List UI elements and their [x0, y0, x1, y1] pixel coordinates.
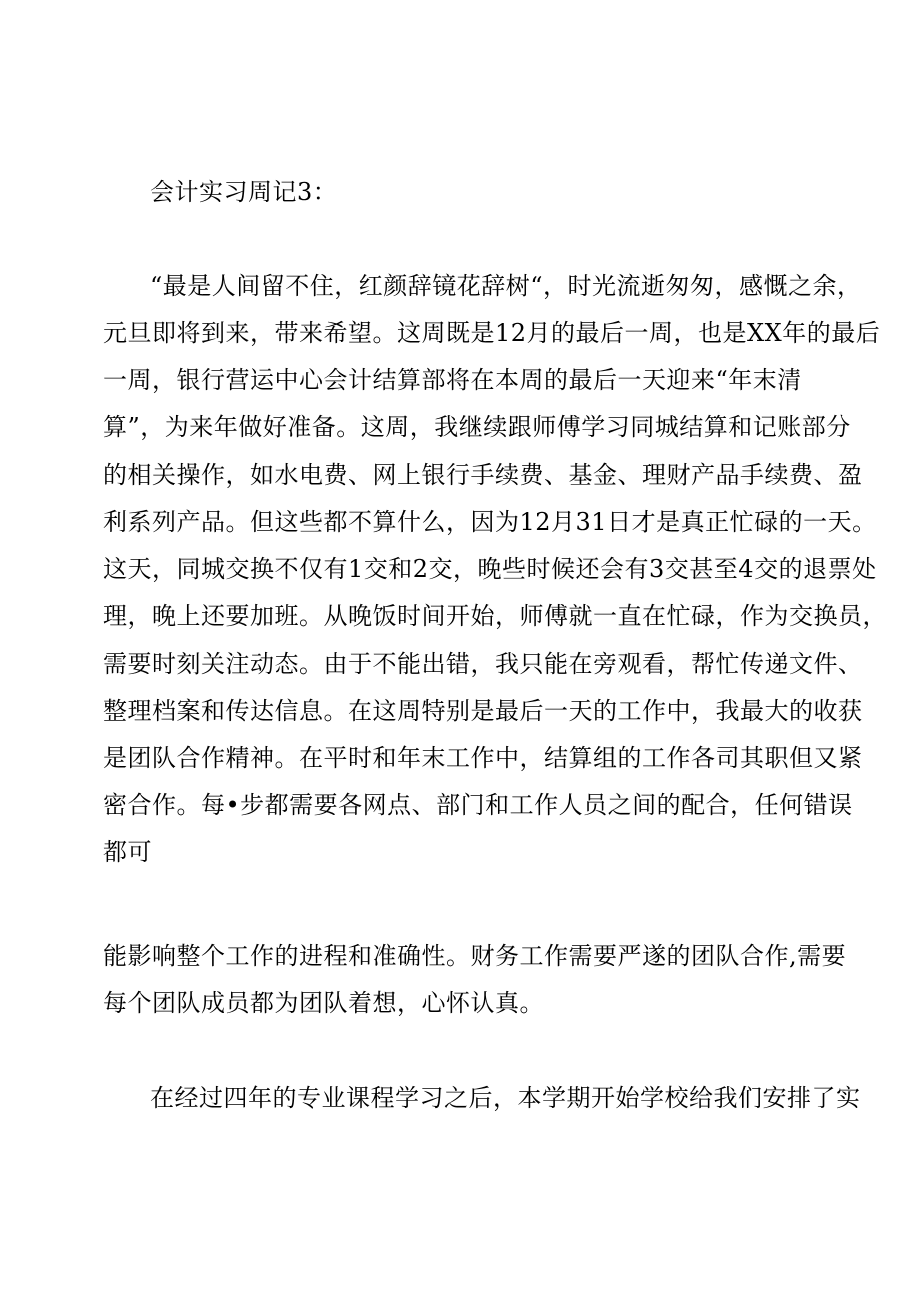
paragraph-1-line-7: 这天，同城交换不仅有1交和2交，晚些时候还会有3交甚至4交的退票处: [103, 555, 877, 583]
paragraph-1-line-1: “最是人间留不住，红颜辞镜花辞树“，时光流逝匆匆，感慨之余，: [150, 272, 862, 300]
paragraph-2-line-1: 能影响整个工作的进程和准确性。财务工作需要严遂的团队合作,需要: [103, 942, 847, 970]
paragraph-3-line-1: 在经过四年的专业课程学习之后，本学期开始学校给我们安排了实: [150, 1084, 861, 1112]
paragraph-1-line-12: 密合作。每•步都需要各网点、部门和工作人员之间的配合，任何错误: [103, 791, 853, 819]
paragraph-1-line-8: 理，晚上还要加班。从晚饭时间开始，师傅就一直在忙碌，作为交换员，: [103, 602, 887, 630]
paragraph-1-line-2: 元旦即将到来，带来希望。这周既是12月的最后一周，也是XX年的最后: [103, 319, 881, 347]
paragraph-1-line-6: 利系列产品。但这些都不算什么，因为12月31日才是真正忙碌的一天。: [103, 508, 877, 536]
paragraph-1-line-11: 是团队合作精神。在平时和年末工作中，结算组的工作各司其职但又紧: [103, 744, 863, 772]
paragraph-1-line-3: 一周，银行营运中心会计结算部将在本周的最后一天迎来“年末清: [103, 366, 802, 394]
paragraph-1-line-4: 算”，为来年做好准备。这周，我继续跟师傅学习同城结算和记账部分: [103, 413, 851, 441]
paragraph-1-line-10: 整理档案和传达信息。在这周特别是最后一天的工作中，我最大的收获: [103, 697, 863, 725]
paragraph-1-line-5: 的相关操作，如水电费、网上银行手续费、基金、理财产品手续费、盈: [103, 461, 863, 489]
paragraph-1-line-9: 需要时刻关注动态。由于不能出错，我只能在旁观看，帮忙传递文件、: [103, 650, 863, 678]
paragraph-2-line-2: 每个团队成员都为团队着想，心怀认真。: [103, 989, 544, 1017]
paragraph-1-line-13: 都可: [103, 838, 152, 866]
document-heading: 会计实习周记3：: [150, 178, 338, 206]
